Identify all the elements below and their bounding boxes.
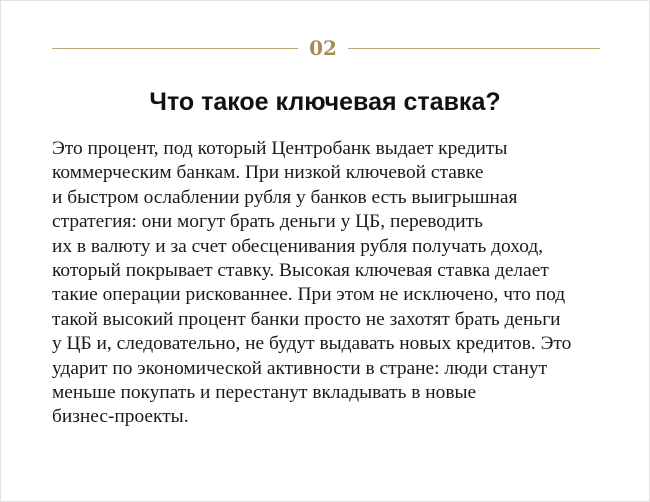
paragraph-line: стратегия: они могут брать деньги у ЦБ, переводить	[52, 211, 483, 233]
paragraph-line: такие операции рискованнее. При этом не исключено, что под	[52, 284, 566, 306]
divider-line-right	[348, 48, 600, 49]
paragraph-line: который покрывает ставку. Высокая ключевая ставка делает	[52, 260, 549, 282]
body-paragraph	[52, 137, 612, 430]
paragraph-line: их в валюту и за счет обесценивания рубля получать доход,	[52, 235, 544, 257]
paragraph-line: меньше покупать и перестанут вкладывать в новые	[52, 382, 477, 404]
paragraph-line: и быстром ослаблении рубля у банков есть выигрышная	[52, 186, 518, 208]
section-divider	[52, 34, 600, 62]
paragraph-line: ударит по экономической активности в стране: люди станут	[52, 357, 548, 379]
paragraph-line: такой высокий процент банки просто не захотят брать деньги	[52, 308, 561, 330]
divider-line-left	[52, 48, 298, 49]
section-number: 02	[309, 36, 337, 60]
paragraph-line: у ЦБ и, следовательно, не будут выдавать новых кредитов. Это	[52, 333, 572, 355]
paragraph-line: коммерческим банкам. При низкой ключевой ставке	[52, 162, 484, 184]
heading: Что такое ключевая ставка?	[149, 88, 501, 116]
paragraph-line: Это процент, под который Центробанк выдает кредиты	[52, 138, 508, 159]
paragraph-line: бизнес-проекты.	[52, 406, 189, 428]
